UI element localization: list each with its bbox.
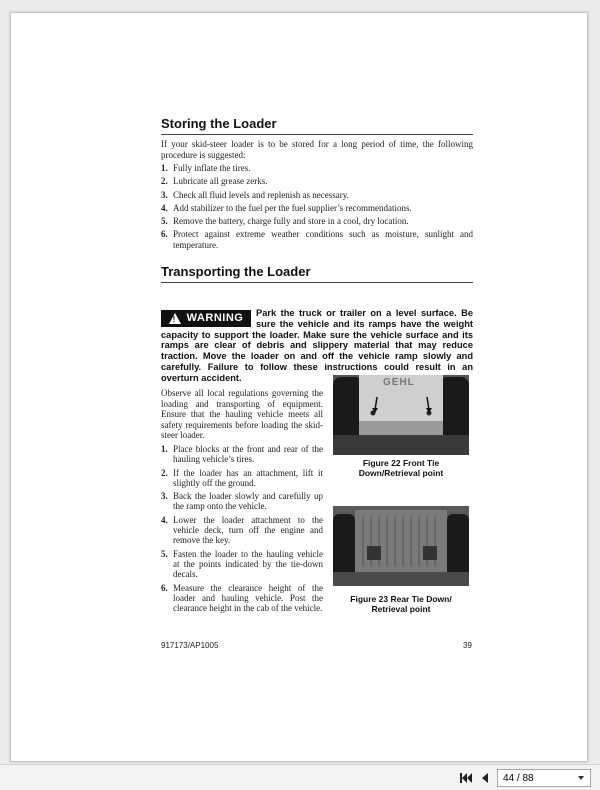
list-item: 4. Lower the loader attachment to the vehicle deck, turn off the engine and remove the key.: [161, 514, 323, 546]
storing-steps: [161, 163, 473, 250]
page-indicator: 44 / 88: [503, 772, 534, 784]
warning-triangle-icon: !: [169, 313, 181, 324]
list-item: 5. Remove the battery, charge fully and store in a cool, dry location.: [161, 216, 409, 227]
dropdown-chevron-icon: [576, 774, 586, 782]
section-title-transporting: Transporting the Loader: [161, 264, 473, 283]
warning-badge: ! WARNING: [161, 310, 251, 327]
warning-text: Park the truck or trailer on a level surface. Be sure the vehicle and its ramps have the weight capacity to support the loader. Make sure the vehicle surface and its ramps are clear of debris and slippery material that may reduce traction. Move the loader on and off the vehicle ramp slowly and carefully. Failure to follow these instructions could result in an overturn accident.: [161, 308, 473, 383]
footer-doc-id: 917173/AP1005: [161, 641, 219, 650]
warning-block: [161, 308, 473, 384]
list-item: 1. Fully inflate the tires.: [161, 163, 251, 173]
transport-intro: Observe all local regulations governing the loading and transporting of equipment. Ensure that the hauling vehicle meets all safety requirements before loading the skid-steer loader.: [161, 388, 323, 441]
list-item: 6. Protect against extreme weather conditions such as moisture, sunlight and temperature.: [161, 229, 473, 250]
prev-page-button[interactable]: [480, 771, 494, 784]
page-selector[interactable]: [497, 769, 591, 787]
viewer-toolbar: [0, 764, 600, 790]
transport-steps: [161, 444, 323, 613]
list-item: 3. Back the loader slowly and carefully up the ramp onto the vehicle.: [161, 491, 323, 512]
figure-23-photo: [333, 506, 469, 586]
list-item: 2. If the loader has an attachment, lift it slightly off the ground.: [161, 467, 323, 488]
prev-page-icon: [480, 772, 490, 784]
figure-22-caption: Figure 22 Front Tie Down/Retrieval point: [358, 458, 444, 478]
footer-page-number: 39: [463, 641, 472, 650]
figure-23-caption: Figure 23 Rear Tie Down/ Retrieval point: [350, 594, 452, 614]
list-item: 3. Check all fluid levels and replenish as necessary.: [161, 189, 349, 200]
list-item: 1. Place blocks at the front and rear of the hauling vehicle’s tires.: [161, 444, 323, 465]
section-title-storing: Storing the Loader: [161, 116, 473, 135]
list-item: 2. Lubricate all grease zerks.: [161, 176, 268, 187]
document-page: [10, 12, 588, 762]
loader-rear-illustration: [333, 506, 469, 586]
storing-intro: If your skid-steer loader is to be stored for a long period of time, the following procedure is suggested:: [161, 139, 473, 160]
gehl-logo-text: GEHL: [383, 377, 415, 388]
list-item: 6. Measure the clearance height of the loader and hauling vehicle. Post the clearance height in the cab of the vehicle.: [161, 582, 323, 614]
figure-22-photo: [333, 375, 469, 455]
first-page-button[interactable]: [459, 771, 473, 784]
list-item: 5. Fasten the loader to the hauling vehicle at the points indicated by the tie-down decals.: [161, 548, 323, 580]
list-item: 4. Add stabilizer to the fuel per the fuel supplier’s recommendations.: [161, 202, 412, 213]
first-page-icon: [459, 772, 473, 784]
